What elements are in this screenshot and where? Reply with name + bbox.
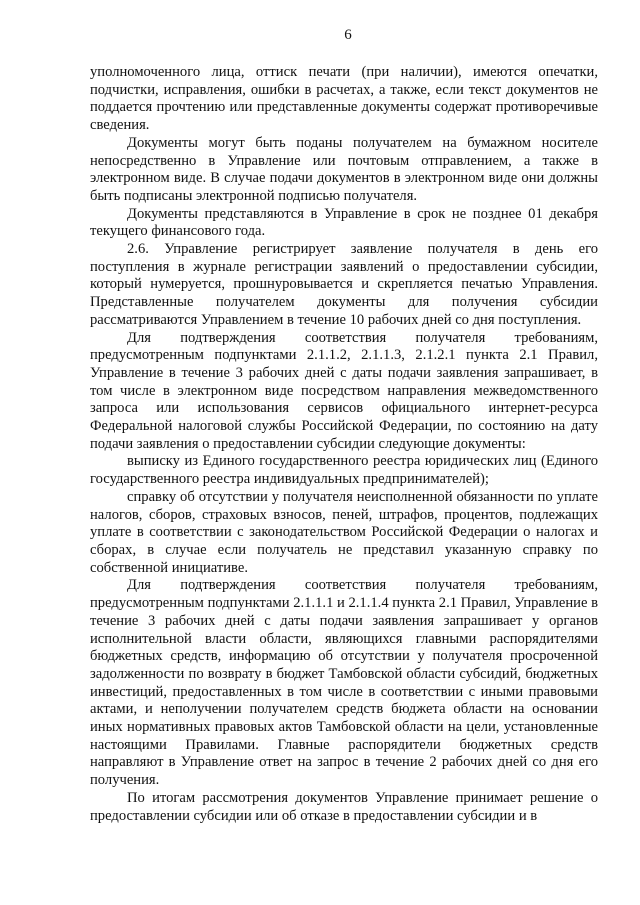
paragraph: Для подтверждения соответствия получателя требованиям, предусмотренным подпунктами 2.1.1.2, 2.1.1.3, 2.1.2.1 пункта 2.1 Правил, Управление в течение 3 рабочих дней с даты подачи заявления запрашивает, в том числе в электронном виде посредством направления межведомственного запроса или использования сервисов официального интернет-ресурса Федеральной налоговой службы Российской Федерации, по состоянию на дату подачи заявления о предоставлении субсидии следующие документы: <box>90 329 598 452</box>
paragraph: Документы могут быть поданы получателем на бумажном носителе непосредственно в Управление или почтовым отправлением, а также в электронном виде. В случае подачи документов в электронном виде они должны быть подписаны электронной подписью получателя. <box>90 134 598 204</box>
paragraph: выписку из Единого государственного реестра юридических лиц (Единого государственного реестра индивидуальных предпринимателей); <box>90 453 598 488</box>
paragraph: справку об отсутствии у получателя неисполненной обязанности по уплате налогов, сборов, страховых взносов, пеней, штрафов, процентов, подлежащих уплате в соответствии с законодательством Российской Федерации о налогах и сборах, в случае если получатель не представил указанную справку по собственной инициативе. <box>90 488 598 576</box>
paragraph: Документы представляются в Управление в срок не позднее 01 декабря текущего финансового года. <box>90 205 598 240</box>
page-number: 6 <box>344 27 352 43</box>
paragraph: По итогам рассмотрения документов Управление принимает решение о предоставлении субсидии или об отказе в предоставлении субсидии и в <box>90 789 598 824</box>
paragraph: 2.6. Управление регистрирует заявление получателя в день его поступления в журнале регистрации заявлений о предоставлении субсидии, который нумеруется, прошнуровывается и скрепляется печатью Управления. Представленные получателем документы для получения субсидии рассматриваются Управлением в течение 10 рабочих дней со дня поступления. <box>90 241 598 328</box>
paragraph: Для подтверждения соответствия получателя требованиям, предусмотренным подпунктами 2.1.1.1 и 2.1.1.4 пункта 2.1 Правил, Управление в течение 3 рабочих дней с даты подачи заявления запрашивает у органов исполнительной власти области, являющихся главными распорядителями бюджетных средств, информацию об отсутствии у получателя просроченной задолженности по возврату в бюджет Тамбовской области субсидий, бюджетных инвестиций, предоставленных в том числе в соответствии с иными правовыми актами, и неполучении получателем средств бюджета области на основании иных нормативных правовых актов Тамбовской области на цели, установленные настоящими Правилами. Главные распорядители бюджетных средств направляют в Управление ответ на запрос в течение 2 рабочих дней со дня его получения. <box>90 577 598 789</box>
document-body <box>90 64 598 825</box>
paragraph: уполномоченного лица, оттиск печати (при наличии), имеются опечатки, подчистки, исправления, ошибки в расчетах, а также, если текст документов не поддается прочтению или представленные документы содержат противоречивые сведения. <box>90 64 598 134</box>
